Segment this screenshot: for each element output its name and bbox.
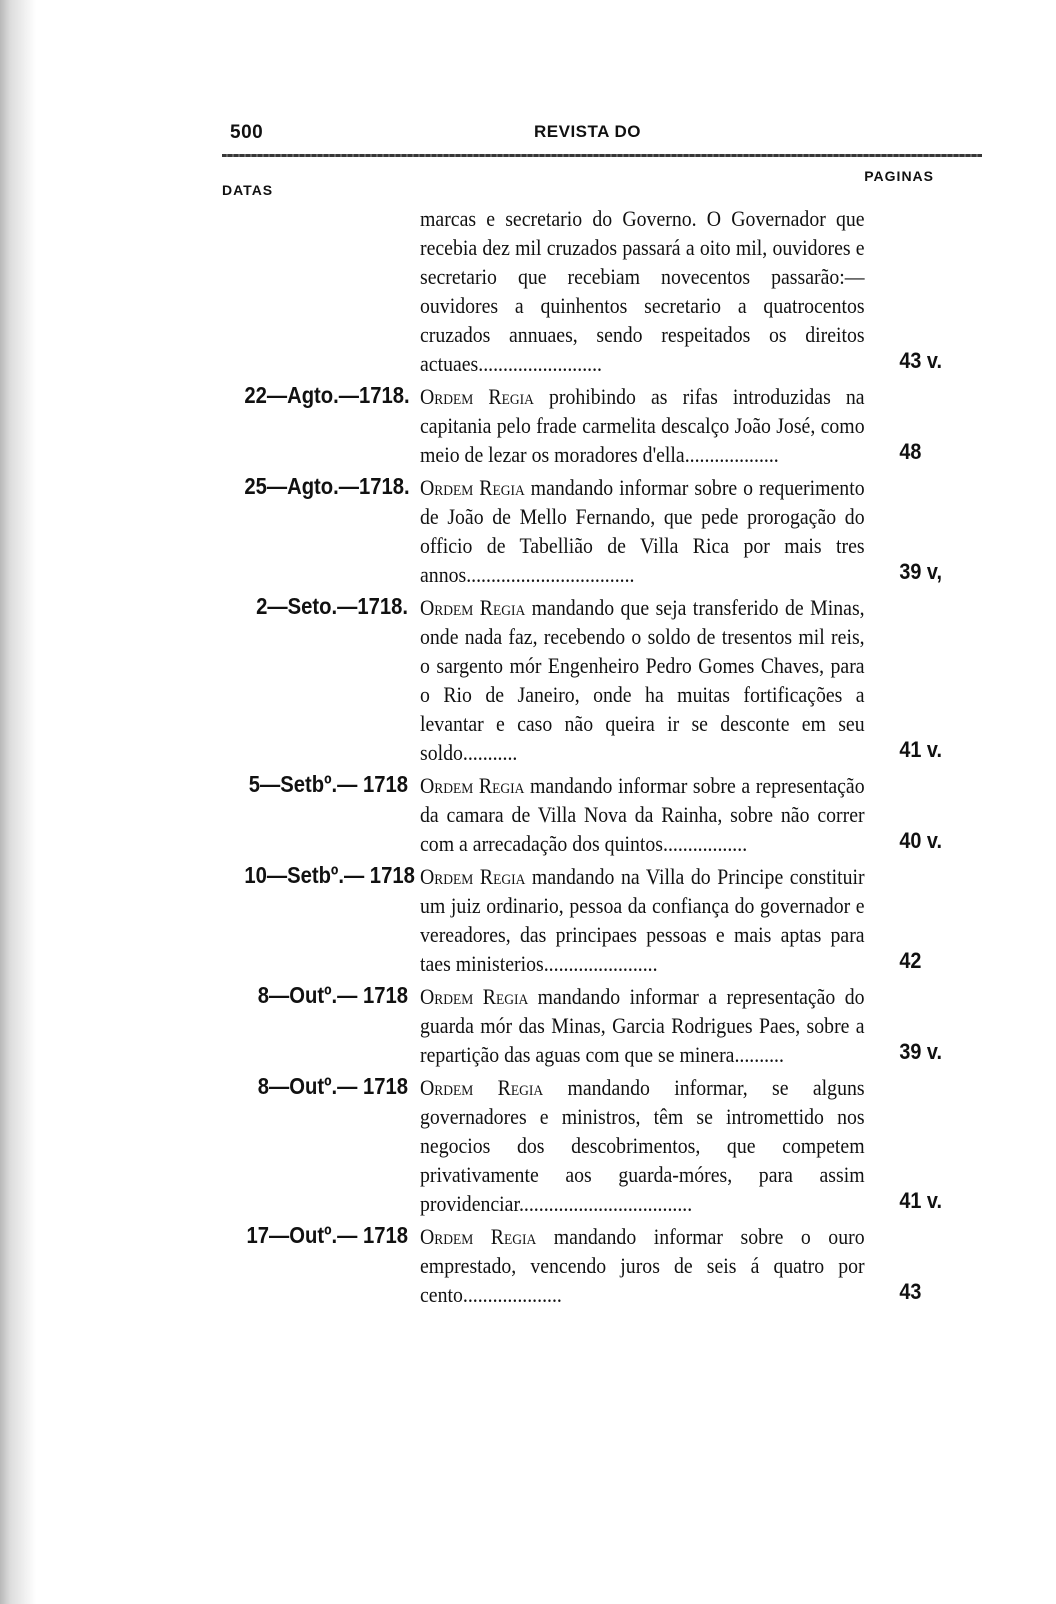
entry-description: marcas e secretario do Governo. O Governador que recebia dez mil cruzados passará a oito mil, ouvidores e secretario que recebiam novecentos passarão:—ouvidores a quinhentos secretario a quatrocentos cruzados annuaes, sendo respeitados os direitos actuaes......................... (420, 206, 865, 376)
index-entry (222, 1222, 982, 1309)
index-entries (222, 204, 982, 1309)
entry-date (244, 204, 408, 378)
column-headings (222, 168, 982, 204)
running-title: REVISTA DO (534, 122, 642, 141)
index-entry (222, 982, 982, 1069)
entry-date: 8—Outº.— 1718 (257, 982, 408, 1008)
entry-text (420, 593, 865, 767)
dates-column-heading: DATAS (222, 182, 274, 198)
index-entry (222, 1073, 982, 1218)
entry-description: prohibindo as rifas introduzidas na capitania pelo frade carmelita descalço João José, como meio de lezar os moradores d'ella................... (420, 384, 865, 467)
entry-date: 10—Setbº.— 1718 (244, 862, 415, 888)
entry-text (420, 1073, 865, 1218)
index-entry (222, 862, 982, 978)
entry-page-reference: 41 v. (899, 737, 942, 762)
entry-lead: Ordem Regia (420, 1224, 537, 1249)
entry-date: 17—Outº.— 1718 (246, 1222, 408, 1248)
index-entry (222, 382, 982, 469)
entry-page-reference: 41 v. (899, 1188, 942, 1213)
entry-page-reference: 40 v. (899, 828, 942, 853)
entry-text (420, 862, 865, 978)
entry-lead: Ordem Regia (420, 864, 526, 889)
entry-lead: Ordem Regia (420, 475, 525, 500)
entry-description: mandando informar a representação do guarda mór das Minas, Garcia Rodrigues Paes, sobre a repartição das aguas com que se minera.......... (420, 984, 865, 1067)
entry-page-reference: 42 (899, 948, 922, 973)
document-page (222, 118, 982, 1313)
header-rule (222, 154, 982, 157)
entry-lead: Ordem Regia (420, 595, 526, 620)
entry-description: mandando informar, se alguns governadores e ministros, têm se intromettido nos negocios dos descobrimentos, que competem privativamente aos guarda-móres, para assim providenciar................................... (420, 1075, 865, 1216)
pages-column-heading: PAGINAS (864, 168, 934, 184)
entry-description: mandando que seja transferido de Minas, onde nada faz, recebendo o soldo de tresentos mil reis, o sargento mór Engenheiro Pedro Gomes Chaves, para o Rio de Janeiro, onde ha muitas fortificações a levantar e caso não queira ir se desconte em seu soldo........... (420, 595, 865, 765)
entry-text (420, 771, 865, 858)
page-header (222, 118, 982, 150)
entry-lead: Ordem Regia (420, 384, 534, 409)
entry-page-reference: 48 (899, 439, 922, 464)
entry-page-reference: 43 v. (899, 348, 942, 373)
entry-text (420, 1222, 865, 1309)
index-entry (222, 593, 982, 767)
book-spine-shadow (0, 0, 36, 1604)
entry-page-reference: 39 v. (899, 1039, 942, 1064)
page-number: 500 (230, 122, 264, 143)
entry-lead: Ordem Regia (420, 1075, 544, 1100)
entry-page-reference: 39 v, (899, 559, 942, 584)
index-entry (222, 204, 982, 378)
entry-text (420, 473, 865, 589)
entry-text (420, 982, 865, 1069)
entry-date: 22—Agto.—1718. (244, 382, 410, 408)
entry-description: mandando informar sobre a representação da camara de Villa Nova da Rainha, sobre não correr com a arrecadação dos quintos................. (420, 773, 865, 856)
index-entry (222, 473, 982, 589)
entry-description: mandando na Villa do Principe constituir um juiz ordinario, pessoa da confiança do governador e vereadores, das principaes pessoas e mais aptas para taes ministerios....................... (420, 864, 865, 976)
entry-date: 2—Seto.—1718. (256, 593, 408, 619)
entry-description: mandando informar sobre o requerimento de João de Mello Fernando, que pede prorogação do officio de Tabellião de Villa Rica por mais tres annos.................................. (420, 475, 865, 587)
entry-text (420, 204, 865, 378)
entry-text (420, 382, 865, 469)
entry-lead: Ordem Regia (420, 773, 525, 798)
entry-date: 5—Setbº.— 1718 (248, 771, 408, 797)
entry-date: 8—Outº.— 1718 (257, 1073, 408, 1099)
entry-description: mandando informar sobre o ouro emprestado, vencendo juros de seis á quatro por cento.................... (420, 1224, 865, 1307)
index-entry (222, 771, 982, 858)
entry-lead: Ordem Regia (420, 984, 529, 1009)
entry-date: 25—Agto.—1718. (244, 473, 410, 499)
entry-page-reference: 43 (899, 1279, 922, 1304)
